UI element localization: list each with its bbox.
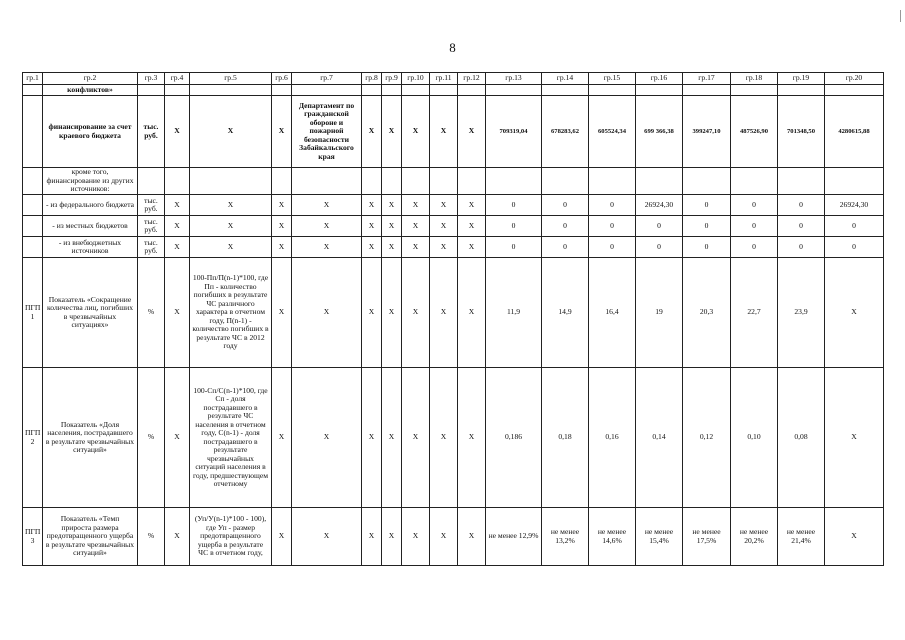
cell-x: Х: [165, 195, 190, 216]
cell-x: Х: [402, 96, 430, 168]
cell-x: Х: [165, 96, 190, 168]
column-header: гр.8: [362, 73, 382, 85]
cell-value: не менее 14,6%: [589, 508, 636, 566]
cell-unit: тыс. руб.: [138, 237, 165, 258]
column-header: гр.9: [382, 73, 402, 85]
cell-text: финансирование за счет краевого бюджета: [43, 96, 138, 168]
indicator-row-3: [23, 508, 884, 566]
cell-x: Х: [362, 258, 382, 368]
cell-x: Х: [430, 258, 458, 368]
cell-value: 699 366,38: [636, 96, 683, 168]
cell-x: Х: [190, 216, 272, 237]
cell-x: Х: [402, 237, 430, 258]
cell-text: - из местных бюджетов: [43, 216, 138, 237]
cell-x: Х: [402, 195, 430, 216]
cell-x: Х: [458, 216, 486, 237]
column-header: гр.18: [731, 73, 778, 85]
cell-x: Х: [165, 258, 190, 368]
cell-value: не менее 12,9%: [486, 508, 542, 566]
cell-value: 0: [825, 237, 884, 258]
indicator-name: Показатель «Доля населения, пострадавшего в результате чрезвычайных ситуаций»: [43, 368, 138, 508]
cell-x: Х: [382, 237, 402, 258]
column-header: гр.15: [589, 73, 636, 85]
cell-value: 709319,04: [486, 96, 542, 168]
cell-value: 487526,90: [731, 96, 778, 168]
cell-x: Х: [272, 368, 292, 508]
cell-value: 0: [683, 195, 731, 216]
cell-unit: %: [138, 368, 165, 508]
cell-x: Х: [382, 195, 402, 216]
indicator-formula: (Уп/У(n-1)*100 - 100), где Уп - размер предотвращенного ущерба в результате ЧС в отчетном году,: [190, 508, 272, 566]
cell-x: Х: [292, 508, 362, 566]
cell-value: 0: [825, 216, 884, 237]
cell-x: Х: [165, 368, 190, 508]
cell-text: конфликтов»: [43, 85, 138, 96]
cell-x: Х: [165, 237, 190, 258]
cell-value: 0: [683, 237, 731, 258]
cell-value: 605524,34: [589, 96, 636, 168]
cell-value: Х: [825, 508, 884, 566]
cell-x: Х: [362, 368, 382, 508]
cell-value: 19: [636, 258, 683, 368]
cell-value: не менее 13,2%: [542, 508, 589, 566]
cell-x: Х: [362, 96, 382, 168]
indicator-formula: 100-Сп/С(n-1)*100, где Сп - доля пострадавшего в результате ЧС населения в отчетном году, С(n-1) - доля пострадавшего в результате чрезвычайных ситуаций населения в году, предшествующем отчетному: [190, 368, 272, 508]
cell-value: 26924,30: [825, 195, 884, 216]
column-header: гр.17: [683, 73, 731, 85]
cell-value: не менее 21,4%: [778, 508, 825, 566]
cell-x: Х: [458, 368, 486, 508]
cell-value: 0: [486, 237, 542, 258]
cell-value: 22,7: [731, 258, 778, 368]
cell-x: Х: [430, 195, 458, 216]
cell-x: Х: [458, 258, 486, 368]
page-number: 8: [449, 40, 456, 55]
indicator-name: Показатель «Сокращение количества лиц, погибших в чрезвычайных ситуациях»: [43, 258, 138, 368]
cell-x: Х: [362, 237, 382, 258]
cell-unit: тыс. руб.: [138, 195, 165, 216]
financing-row: [23, 96, 884, 168]
cell-x: Х: [292, 368, 362, 508]
cell-x: Х: [272, 195, 292, 216]
indicator-row-1: [23, 258, 884, 368]
cell-text: - из федерального бюджета: [43, 195, 138, 216]
cell-x: Х: [382, 258, 402, 368]
column-header: гр.1: [23, 73, 43, 85]
cell-x: Х: [190, 96, 272, 168]
cell-x: Х: [272, 258, 292, 368]
cell-x: Х: [430, 508, 458, 566]
column-header: гр.12: [458, 73, 486, 85]
cell-x: Х: [458, 508, 486, 566]
cell-x: Х: [382, 368, 402, 508]
cell-value: Х: [825, 368, 884, 508]
cell-value: 0,10: [731, 368, 778, 508]
cell-value: не менее 20,2%: [731, 508, 778, 566]
column-header: гр.6: [272, 73, 292, 85]
column-header: гр.19: [778, 73, 825, 85]
scan-edge-mark: [900, 10, 901, 22]
cell-unit: %: [138, 508, 165, 566]
cell-value: 0,18: [542, 368, 589, 508]
cell-value: 11,9: [486, 258, 542, 368]
cell-responsible: Департамент по гражданской обороне и пожарной безопасности Забайкальского края: [292, 96, 362, 168]
cell-x: Х: [382, 96, 402, 168]
cell-x: Х: [165, 508, 190, 566]
cell-x: Х: [362, 216, 382, 237]
source-row-federal: [23, 195, 884, 216]
cell-x: Х: [458, 237, 486, 258]
continuation-row: [23, 85, 884, 96]
cell-value: 0: [542, 195, 589, 216]
cell-value: 0: [636, 216, 683, 237]
column-header: гр.13: [486, 73, 542, 85]
cell-x: Х: [272, 237, 292, 258]
cell-x: Х: [292, 258, 362, 368]
cell-unit: тыс. руб.: [138, 96, 165, 168]
column-header: гр.16: [636, 73, 683, 85]
column-header-row: [23, 73, 884, 85]
cell-x: Х: [402, 508, 430, 566]
cell-value: 26924,30: [636, 195, 683, 216]
column-header: гр.5: [190, 73, 272, 85]
cell-x: Х: [272, 96, 292, 168]
column-header: гр.4: [165, 73, 190, 85]
cell-x: Х: [402, 258, 430, 368]
cell-x: Х: [430, 216, 458, 237]
cell-x: Х: [430, 96, 458, 168]
cell-unit: %: [138, 258, 165, 368]
cell-x: Х: [430, 237, 458, 258]
cell-value: не менее 17,5%: [683, 508, 731, 566]
cell-value: 399247,10: [683, 96, 731, 168]
cell-x: Х: [402, 216, 430, 237]
cell-value: 0: [542, 216, 589, 237]
cell-value: 0: [486, 216, 542, 237]
cell-value: 0,16: [589, 368, 636, 508]
indicator-formula: 100-Пп/П(n-1)*100, где Пп - количество погибших в результате ЧС различного характера в отчетном году, П(n-1) - количество погибших в результате ЧС в 2012 году: [190, 258, 272, 368]
column-header: гр.3: [138, 73, 165, 85]
cell-x: Х: [165, 216, 190, 237]
cell-value: 23,9: [778, 258, 825, 368]
cell-x: Х: [430, 368, 458, 508]
cell-value: 0: [778, 195, 825, 216]
cell-value: 0,12: [683, 368, 731, 508]
cell-value: 0: [589, 237, 636, 258]
indicator-code: ПГП 2: [23, 368, 43, 508]
cell-x: Х: [402, 368, 430, 508]
cell-x: Х: [272, 216, 292, 237]
column-header: гр.14: [542, 73, 589, 85]
cell-x: Х: [272, 508, 292, 566]
cell-x: Х: [458, 195, 486, 216]
cell-value: 0: [778, 216, 825, 237]
column-header: гр.10: [402, 73, 430, 85]
cell-value: 0,14: [636, 368, 683, 508]
cell-value: не менее 15,4%: [636, 508, 683, 566]
column-header: гр.7: [292, 73, 362, 85]
source-row-extrabudgetary: [23, 237, 884, 258]
column-header: гр.11: [430, 73, 458, 85]
cell-value: 0: [589, 216, 636, 237]
cell-value: 0,186: [486, 368, 542, 508]
cell-value: 0: [589, 195, 636, 216]
cell-value: 0: [731, 216, 778, 237]
indicator-code: ПГП 3: [23, 508, 43, 566]
cell-text: кроме того, финансирование из других источников:: [43, 168, 138, 195]
cell-x: Х: [292, 237, 362, 258]
cell-x: Х: [458, 96, 486, 168]
cell-value: Х: [825, 258, 884, 368]
cell-value: 16,4: [589, 258, 636, 368]
cell-value: 0: [542, 237, 589, 258]
cell-value: 0: [778, 237, 825, 258]
cell-value: 20,3: [683, 258, 731, 368]
cell-value: 14,9: [542, 258, 589, 368]
cell-value: 0: [636, 237, 683, 258]
cell-x: Х: [190, 195, 272, 216]
cell-value: 701348,50: [778, 96, 825, 168]
cell-x: Х: [362, 195, 382, 216]
column-header: гр.2: [43, 73, 138, 85]
cell-x: Х: [382, 216, 402, 237]
cell-value: 4280615,88: [825, 96, 884, 168]
cell-x: Х: [190, 237, 272, 258]
cell-value: 0: [486, 195, 542, 216]
cell-unit: тыс. руб.: [138, 216, 165, 237]
cell-x: Х: [292, 216, 362, 237]
cell-value: 0: [683, 216, 731, 237]
program-table: [22, 72, 884, 566]
source-row-local: [23, 216, 884, 237]
cell-value: 678283,62: [542, 96, 589, 168]
cell-value: 0: [731, 237, 778, 258]
cell-x: Х: [382, 508, 402, 566]
indicator-name: Показатель «Темп прироста размера предотвращенного ущерба в результате чрезвычайных ситуаций»: [43, 508, 138, 566]
cell-x: Х: [362, 508, 382, 566]
cell-x: Х: [292, 195, 362, 216]
cell-value: 0: [731, 195, 778, 216]
column-header: гр.20: [825, 73, 884, 85]
indicator-code: ПГП 1: [23, 258, 43, 368]
cell-text: - из внебюджетных источников: [43, 237, 138, 258]
indicator-row-2: [23, 368, 884, 508]
cell-value: 0,08: [778, 368, 825, 508]
other-sources-row: [23, 168, 884, 195]
